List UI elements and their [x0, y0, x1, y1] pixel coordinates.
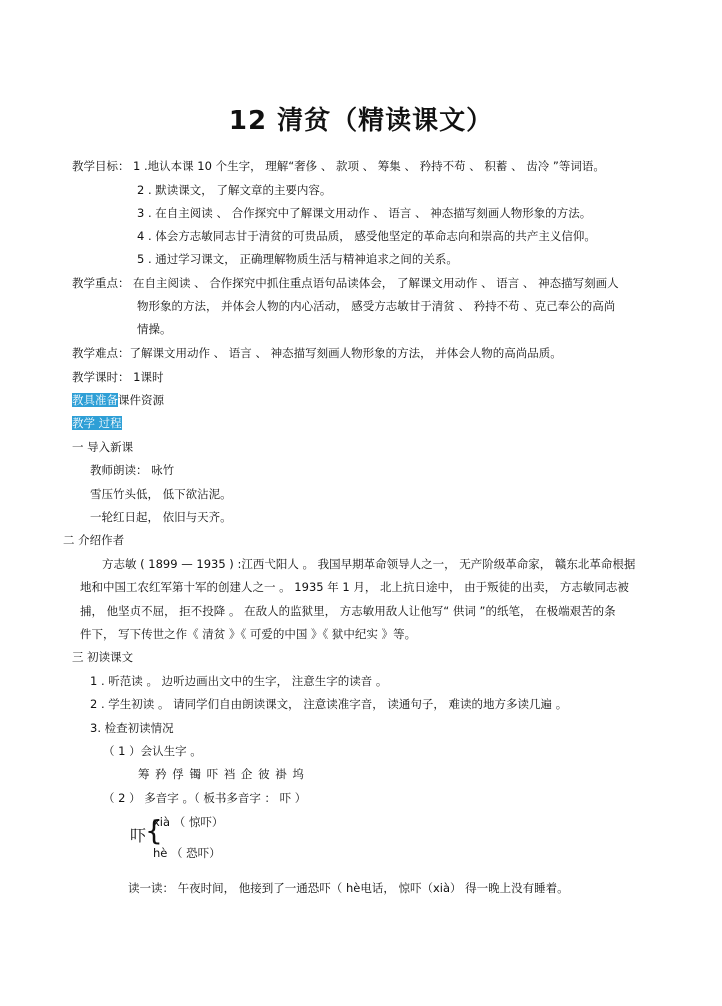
process-line — [72, 415, 122, 431]
new-characters: 筹 矜 俘 镯 吓 裆 企 彼 褂 坞 — [138, 767, 305, 781]
prep-highlight: 教具准备 — [72, 393, 118, 407]
prep-line — [72, 392, 164, 408]
reading-xia: xià （ 惊吓） — [153, 815, 224, 829]
reading-he: hè （ 恐吓） — [153, 846, 221, 860]
author-line: 地和中国工农红军第十军的创建人之一 。 1935 年 1 月， 北上抗日途中， 由于叛徒的出卖， 方志敏同志被 — [80, 580, 629, 594]
section-heading: 三 初读课文 — [72, 650, 134, 664]
section-line: 教师朗读： 咏竹 — [90, 463, 175, 477]
read-aloud-sentence: 读一读： 午夜时间， 他接到了一通恐吓（ hè电话， 惊吓（xià） 得一晚上没有睡着。 — [128, 881, 569, 895]
goals-label: 教学目标： — [72, 159, 130, 173]
author-line: 方志敏 ( 1899 — 1935 ) :江西弋阳人 。 我国早期革命领导人之一， 无产阶级革命家， 赣东北革命根据 — [102, 557, 636, 571]
brace-icon: { — [145, 814, 163, 847]
sub-heading: （ 2 ） 多音字 。（ 板书多音字 ： 吓 ） — [103, 791, 307, 805]
step-item: 1 . 听范读 。 边听边画出文中的生字， 注意生字的读音 。 — [90, 674, 388, 688]
author-line: 件下， 写下传世之作《 清贫 》《 可爱的中国 》《 狱中纪实 》等。 — [80, 627, 417, 641]
key-points-line: 在自主阅读 、 合作探究中抓住重点语句品读体会， 了解课文用动作 、 语言 、 神态描写刻画人 — [133, 276, 619, 290]
author-line: 捕， 他坚贞不屈， 拒不投降 。 在敌人的监狱里， 方志敏用敌人让他写“ 供词 ”的纸笔， 在极端艰苦的条 — [80, 604, 616, 618]
goal-item: 4 . 体会方志敏同志甘于清贫的可贵品质， 感受他坚定的革命志向和崇高的共产主义信仰。 — [137, 229, 596, 243]
section-heading: 一 导入新课 — [72, 440, 134, 454]
key-points-line: 情操。 — [137, 322, 172, 336]
section-line: 雪压竹头低， 低下欲沾泥。 — [90, 487, 232, 501]
key-points-label: 教学重点： — [72, 276, 130, 290]
step-item: 3. 检查初读情况 — [90, 721, 174, 735]
polyphonic-character: 吓 — [130, 826, 147, 845]
goal-item: 5 . 通过学习课文， 正确理解物质生活与精神追求之间的关系。 — [137, 252, 458, 266]
difficulty: 教学难点：了解课文用动作 、 语言 、 神态描写刻画人物形象的方法， 并体会人物的高尚品质。 — [72, 346, 562, 360]
sub-heading: （ 1 ）会认生字 。 — [103, 744, 202, 758]
key-points-line: 物形象的方法， 并体会人物的内心活动， 感受方志敏甘于清贫 、 矜持不苟 、克己奉公的高尚 — [137, 299, 616, 313]
goal-item: 2 . 默读课文， 了解文章的主要内容。 — [137, 183, 332, 197]
class-hours: 教学课时： 1课时 — [72, 370, 164, 384]
section-line: 一轮红日起， 依旧与天齐。 — [90, 510, 232, 524]
prep-text: 课件资源 — [118, 393, 164, 407]
process-highlight: 教学 过程 — [72, 416, 122, 430]
page-title: 12 清贫（精读课文） — [228, 106, 494, 136]
section-heading: 二 介绍作者 — [63, 533, 125, 547]
goal-item: 1 .地认本课 10 个生字， 理解“奢侈 、 款项 、 筹集 、 矜持不苟 、 积蓄 、 齿冷 ”等词语。 — [133, 159, 605, 173]
goal-item: 3 . 在自主阅读 、 合作探究中了解课文用动作 、 语言 、 神态描写刻画人物形象的方法。 — [137, 206, 592, 220]
step-item: 2 . 学生初读 。 请同学们自由朗读课文， 注意读准字音， 读通句子， 难读的地方多读几遍 。 — [90, 697, 568, 711]
